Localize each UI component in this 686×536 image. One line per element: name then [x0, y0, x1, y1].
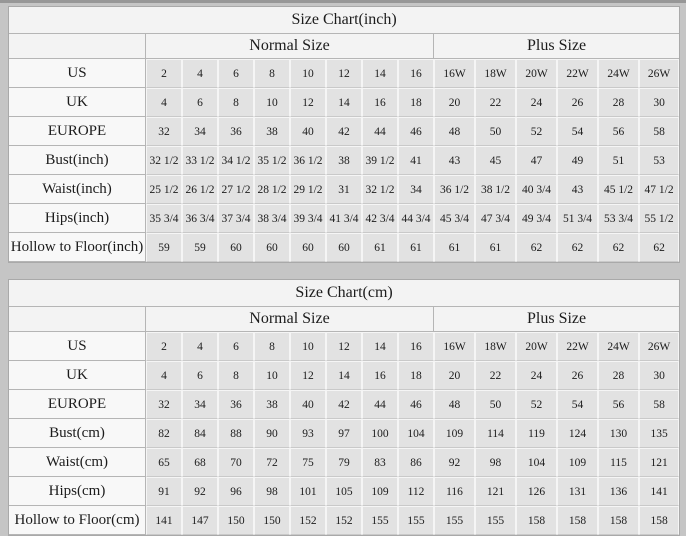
- size-value-cell: 24: [516, 88, 557, 117]
- table-title: Size Chart(cm): [9, 280, 679, 307]
- size-value-cell: 18W: [475, 332, 516, 361]
- size-value-cell: 28 1/2: [254, 175, 290, 204]
- size-value-cell: 59: [146, 233, 182, 262]
- size-value-cell: 32 1/2: [146, 146, 182, 175]
- size-value-cell: 42: [326, 390, 362, 419]
- size-value-cell: 28: [598, 361, 639, 390]
- size-value-cell: 58: [639, 390, 679, 419]
- table-title-row: [9, 280, 679, 307]
- size-value-cell: 97: [326, 419, 362, 448]
- group-header-normal-size: Normal Size: [146, 307, 434, 332]
- size-chart-inch-table: [8, 6, 680, 263]
- row-label: Waist(inch): [9, 175, 146, 204]
- size-value-cell: 8: [254, 332, 290, 361]
- table-row: [9, 361, 679, 390]
- size-value-cell: 6: [218, 332, 254, 361]
- size-value-cell: 35 1/2: [254, 146, 290, 175]
- table-row: [9, 233, 679, 262]
- size-value-cell: 10: [254, 361, 290, 390]
- size-value-cell: 18: [398, 361, 434, 390]
- size-value-cell: 34: [182, 390, 218, 419]
- size-value-cell: 49 3/4: [516, 204, 557, 233]
- size-value-cell: 41: [398, 146, 434, 175]
- table-row: [9, 59, 679, 88]
- size-value-cell: 20: [434, 361, 475, 390]
- size-value-cell: 45 1/2: [598, 175, 639, 204]
- size-value-cell: 51: [598, 146, 639, 175]
- size-value-cell: 43: [434, 146, 475, 175]
- row-label: US: [9, 332, 146, 361]
- size-value-cell: 56: [598, 117, 639, 146]
- size-value-cell: 126: [516, 477, 557, 506]
- size-value-cell: 48: [434, 117, 475, 146]
- size-value-cell: 4: [146, 88, 182, 117]
- column-group-header-row: [9, 34, 679, 59]
- size-value-cell: 34 1/2: [218, 146, 254, 175]
- size-value-cell: 26W: [639, 332, 679, 361]
- size-value-cell: 58: [639, 117, 679, 146]
- size-value-cell: 38 3/4: [254, 204, 290, 233]
- size-value-cell: 4: [182, 332, 218, 361]
- size-value-cell: 114: [475, 419, 516, 448]
- size-value-cell: 54: [557, 117, 598, 146]
- size-value-cell: 130: [598, 419, 639, 448]
- size-value-cell: 155: [362, 506, 398, 535]
- size-value-cell: 70: [218, 448, 254, 477]
- size-value-cell: 20W: [516, 59, 557, 88]
- size-value-cell: 104: [516, 448, 557, 477]
- size-value-cell: 98: [475, 448, 516, 477]
- size-value-cell: 24: [516, 361, 557, 390]
- group-header-plus-size: Plus Size: [434, 34, 679, 59]
- size-value-cell: 52: [516, 117, 557, 146]
- size-value-cell: 155: [475, 506, 516, 535]
- row-label: Waist(cm): [9, 448, 146, 477]
- size-value-cell: 65: [146, 448, 182, 477]
- size-value-cell: 124: [557, 419, 598, 448]
- size-value-cell: 51 3/4: [557, 204, 598, 233]
- row-label: UK: [9, 88, 146, 117]
- size-value-cell: 158: [639, 506, 679, 535]
- size-value-cell: 12: [326, 59, 362, 88]
- size-value-cell: 152: [290, 506, 326, 535]
- size-value-cell: 14: [326, 361, 362, 390]
- corner-blank-cell: [9, 34, 146, 59]
- size-value-cell: 36 1/2: [290, 146, 326, 175]
- size-value-cell: 30: [639, 88, 679, 117]
- size-value-cell: 2: [146, 59, 182, 88]
- group-header-plus-size: Plus Size: [434, 307, 679, 332]
- table-title: Size Chart(inch): [9, 7, 679, 34]
- size-value-cell: 44: [362, 390, 398, 419]
- size-value-cell: 32: [146, 390, 182, 419]
- row-label: UK: [9, 361, 146, 390]
- size-value-cell: 24W: [598, 59, 639, 88]
- size-value-cell: 86: [398, 448, 434, 477]
- size-value-cell: 60: [218, 233, 254, 262]
- row-label: Hollow to Floor(cm): [9, 506, 146, 535]
- size-value-cell: 61: [434, 233, 475, 262]
- size-value-cell: 12: [290, 88, 326, 117]
- size-value-cell: 38: [326, 146, 362, 175]
- size-value-cell: 62: [598, 233, 639, 262]
- row-label: US: [9, 59, 146, 88]
- size-value-cell: 22: [475, 88, 516, 117]
- size-value-cell: 158: [598, 506, 639, 535]
- size-value-cell: 22W: [557, 59, 598, 88]
- size-value-cell: 37 3/4: [218, 204, 254, 233]
- size-value-cell: 53 3/4: [598, 204, 639, 233]
- size-value-cell: 34: [398, 175, 434, 204]
- size-value-cell: 116: [434, 477, 475, 506]
- size-value-cell: 35 3/4: [146, 204, 182, 233]
- size-value-cell: 8: [218, 88, 254, 117]
- table-row: [9, 506, 679, 535]
- size-value-cell: 55 1/2: [639, 204, 679, 233]
- table-row: [9, 419, 679, 448]
- size-value-cell: 32: [146, 117, 182, 146]
- size-value-cell: 16: [362, 88, 398, 117]
- size-value-cell: 18W: [475, 59, 516, 88]
- table-row: [9, 390, 679, 419]
- size-value-cell: 115: [598, 448, 639, 477]
- size-value-cell: 36: [218, 117, 254, 146]
- size-value-cell: 96: [218, 477, 254, 506]
- table-row: [9, 88, 679, 117]
- size-value-cell: 54: [557, 390, 598, 419]
- size-value-cell: 26: [557, 361, 598, 390]
- size-value-cell: 39 3/4: [290, 204, 326, 233]
- size-value-cell: 62: [639, 233, 679, 262]
- size-value-cell: 82: [146, 419, 182, 448]
- table-row: [9, 117, 679, 146]
- size-value-cell: 131: [557, 477, 598, 506]
- size-value-cell: 6: [182, 361, 218, 390]
- column-group-header-row: [9, 307, 679, 332]
- size-value-cell: 10: [290, 59, 326, 88]
- size-value-cell: 34: [182, 117, 218, 146]
- size-value-cell: 38: [254, 117, 290, 146]
- table-row: [9, 204, 679, 233]
- size-value-cell: 141: [639, 477, 679, 506]
- size-value-cell: 42 3/4: [362, 204, 398, 233]
- size-value-cell: 53: [639, 146, 679, 175]
- size-value-cell: 27 1/2: [218, 175, 254, 204]
- size-value-cell: 22: [475, 361, 516, 390]
- size-value-cell: 68: [182, 448, 218, 477]
- size-value-cell: 4: [146, 361, 182, 390]
- size-value-cell: 50: [475, 390, 516, 419]
- size-value-cell: 62: [516, 233, 557, 262]
- size-value-cell: 72: [254, 448, 290, 477]
- size-value-cell: 42: [326, 117, 362, 146]
- size-value-cell: 12: [290, 361, 326, 390]
- size-value-cell: 48: [434, 390, 475, 419]
- size-value-cell: 83: [362, 448, 398, 477]
- size-value-cell: 60: [254, 233, 290, 262]
- size-value-cell: 36: [218, 390, 254, 419]
- table-title-row: [9, 7, 679, 34]
- size-value-cell: 92: [434, 448, 475, 477]
- size-value-cell: 46: [398, 390, 434, 419]
- size-value-cell: 150: [218, 506, 254, 535]
- table-row: [9, 146, 679, 175]
- size-value-cell: 45: [475, 146, 516, 175]
- group-header-normal-size: Normal Size: [146, 34, 434, 59]
- row-label: EUROPE: [9, 117, 146, 146]
- size-value-cell: 46: [398, 117, 434, 146]
- size-value-cell: 43: [557, 175, 598, 204]
- size-value-cell: 39 1/2: [362, 146, 398, 175]
- size-value-cell: 20: [434, 88, 475, 117]
- size-value-cell: 61: [398, 233, 434, 262]
- corner-blank-cell: [9, 307, 146, 332]
- row-label: Bust(cm): [9, 419, 146, 448]
- size-value-cell: 22W: [557, 332, 598, 361]
- size-value-cell: 93: [290, 419, 326, 448]
- size-value-cell: 31: [326, 175, 362, 204]
- size-value-cell: 49: [557, 146, 598, 175]
- size-value-cell: 75: [290, 448, 326, 477]
- size-value-cell: 40 3/4: [516, 175, 557, 204]
- size-value-cell: 44: [362, 117, 398, 146]
- size-value-cell: 47 1/2: [639, 175, 679, 204]
- size-value-cell: 14: [362, 59, 398, 88]
- size-value-cell: 38 1/2: [475, 175, 516, 204]
- size-value-cell: 135: [639, 419, 679, 448]
- size-value-cell: 38: [254, 390, 290, 419]
- size-value-cell: 92: [182, 477, 218, 506]
- size-value-cell: 105: [326, 477, 362, 506]
- size-value-cell: 112: [398, 477, 434, 506]
- size-value-cell: 18: [398, 88, 434, 117]
- size-value-cell: 152: [326, 506, 362, 535]
- size-value-cell: 2: [146, 332, 182, 361]
- size-value-cell: 10: [254, 88, 290, 117]
- size-value-cell: 136: [598, 477, 639, 506]
- size-value-cell: 6: [182, 88, 218, 117]
- size-value-cell: 28: [598, 88, 639, 117]
- size-value-cell: 26W: [639, 59, 679, 88]
- size-value-cell: 100: [362, 419, 398, 448]
- row-label: Bust(inch): [9, 146, 146, 175]
- row-label: Hollow to Floor(inch): [9, 233, 146, 262]
- size-value-cell: 16W: [434, 59, 475, 88]
- size-value-cell: 121: [475, 477, 516, 506]
- size-value-cell: 61: [362, 233, 398, 262]
- size-value-cell: 40: [290, 390, 326, 419]
- size-value-cell: 26: [557, 88, 598, 117]
- table-row: [9, 332, 679, 361]
- size-value-cell: 98: [254, 477, 290, 506]
- size-value-cell: 101: [290, 477, 326, 506]
- size-value-cell: 40: [290, 117, 326, 146]
- row-label: EUROPE: [9, 390, 146, 419]
- size-value-cell: 20W: [516, 332, 557, 361]
- size-value-cell: 14: [326, 88, 362, 117]
- size-value-cell: 79: [326, 448, 362, 477]
- table-row: [9, 477, 679, 506]
- size-value-cell: 60: [326, 233, 362, 262]
- size-value-cell: 60: [290, 233, 326, 262]
- size-value-cell: 8: [218, 361, 254, 390]
- row-label: Hips(cm): [9, 477, 146, 506]
- size-value-cell: 4: [182, 59, 218, 88]
- table-row: [9, 175, 679, 204]
- size-value-cell: 16: [398, 59, 434, 88]
- size-value-cell: 59: [182, 233, 218, 262]
- size-value-cell: 56: [598, 390, 639, 419]
- size-value-cell: 90: [254, 419, 290, 448]
- size-value-cell: 41 3/4: [326, 204, 362, 233]
- size-value-cell: 16W: [434, 332, 475, 361]
- size-value-cell: 158: [516, 506, 557, 535]
- size-value-cell: 32 1/2: [362, 175, 398, 204]
- size-value-cell: 155: [398, 506, 434, 535]
- size-value-cell: 24W: [598, 332, 639, 361]
- size-value-cell: 158: [557, 506, 598, 535]
- size-value-cell: 109: [362, 477, 398, 506]
- size-value-cell: 61: [475, 233, 516, 262]
- page: [0, 3, 686, 536]
- size-value-cell: 147: [182, 506, 218, 535]
- size-value-cell: 44 3/4: [398, 204, 434, 233]
- size-value-cell: 84: [182, 419, 218, 448]
- size-value-cell: 50: [475, 117, 516, 146]
- table-row: [9, 448, 679, 477]
- size-value-cell: 150: [254, 506, 290, 535]
- size-value-cell: 16: [362, 361, 398, 390]
- size-value-cell: 52: [516, 390, 557, 419]
- size-value-cell: 6: [218, 59, 254, 88]
- size-value-cell: 29 1/2: [290, 175, 326, 204]
- size-value-cell: 26 1/2: [182, 175, 218, 204]
- size-value-cell: 119: [516, 419, 557, 448]
- size-value-cell: 47 3/4: [475, 204, 516, 233]
- size-value-cell: 14: [362, 332, 398, 361]
- size-value-cell: 91: [146, 477, 182, 506]
- size-value-cell: 45 3/4: [434, 204, 475, 233]
- size-chart-cm-table: [8, 279, 680, 536]
- size-value-cell: 62: [557, 233, 598, 262]
- size-value-cell: 25 1/2: [146, 175, 182, 204]
- size-value-cell: 47: [516, 146, 557, 175]
- size-value-cell: 8: [254, 59, 290, 88]
- size-value-cell: 155: [434, 506, 475, 535]
- size-value-cell: 88: [218, 419, 254, 448]
- row-label: Hips(inch): [9, 204, 146, 233]
- size-value-cell: 121: [639, 448, 679, 477]
- size-value-cell: 12: [326, 332, 362, 361]
- size-value-cell: 141: [146, 506, 182, 535]
- size-value-cell: 36 1/2: [434, 175, 475, 204]
- size-value-cell: 16: [398, 332, 434, 361]
- size-value-cell: 36 3/4: [182, 204, 218, 233]
- size-value-cell: 10: [290, 332, 326, 361]
- size-value-cell: 109: [557, 448, 598, 477]
- size-value-cell: 30: [639, 361, 679, 390]
- size-value-cell: 109: [434, 419, 475, 448]
- size-value-cell: 33 1/2: [182, 146, 218, 175]
- size-value-cell: 104: [398, 419, 434, 448]
